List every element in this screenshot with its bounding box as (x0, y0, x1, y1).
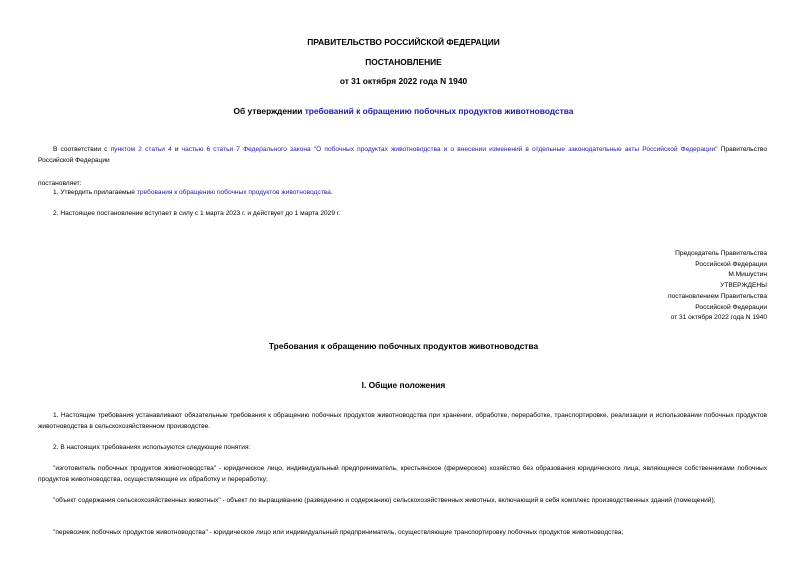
government-heading: ПРАВИТЕЛЬСТВО РОССИЙСКОЙ ФЕДЕРАЦИИ (307, 37, 500, 47)
preamble-text-3: Правительство Российской Федерации (38, 146, 767, 164)
preamble-link-article-4[interactable]: пунктом 2 статьи 4 (110, 146, 172, 153)
preamble-link-article-7[interactable]: частью 6 статьи 7 Федерального закона "О побочных продуктах животноводства и о внесении изменений в отдельные законодательные акты Российской Федерации" (181, 146, 718, 153)
section-1-title: I. Общие положения (361, 380, 446, 390)
section-1-paragraph-2: 2. В настоящих требованиях используются следующие понятия: (53, 444, 251, 451)
item-1-link[interactable]: требования к обращению побочных продуктов животноводства (136, 189, 331, 196)
item-1-prefix: 1. Утвердить прилагаемые (53, 189, 137, 196)
approval-line-1: УТВЕРЖДЕНЫ (720, 282, 767, 290)
requirements-title: Требования к обращению побочных продуктов животноводства (268, 341, 539, 351)
section-1-paragraph-1: 1. Настоящие требования устанавливают обязательные требования к обращению побочных продуктов животноводства при хранении, обработке, переработке, транспортировке, реализации и использовании побочных продуктов животноводства в сельскохозяйственном производстве. (38, 412, 767, 430)
signature-line-3: М.Мишустин (728, 271, 767, 279)
signature-line-2: Российской Федерации (695, 260, 767, 268)
title-prefix: Об утверждении (233, 106, 305, 116)
document-title (0, 106, 807, 116)
title-link[interactable]: требований к обращению побочных продуктов животноводства (304, 106, 574, 116)
item-1 (38, 187, 767, 198)
preamble-text-2: и (171, 146, 182, 153)
item-2: 2. Настоящее постановление вступает в силу с 1 марта 2023 г. и действует до 1 марта 2029 г. (53, 210, 341, 217)
approval-line-2: постановлением Правительства (667, 292, 767, 300)
definition-carrier: "перевозчик побочных продуктов животноводства" - юридическое лицо или индивидуальный предприниматель, осуществляющие транспортировку побочных продуктов животноводства; (53, 529, 624, 536)
preamble-paragraph (38, 144, 767, 166)
item-1-suffix: . (330, 189, 333, 196)
date-number-heading: от 31 октября 2022 года N 1940 (339, 76, 468, 86)
doc-type-heading: ПОСТАНОВЛЕНИЕ (365, 57, 442, 67)
definition-manufacturer: "изготовитель побочных продуктов животноводства" - юридическое лицо, индивидуальный предприниматель, крестьянское (фермерское) хозяйство без образования юридического лица, являющиеся собственниками побочных продуктов животноводства, осуществляющие их обработку и переработку; (38, 465, 767, 483)
approval-line-3: Российской Федерации (695, 303, 767, 311)
preamble-text-1: В соответствии с (53, 146, 111, 153)
signature-line-1: Председатель Правительства (675, 250, 767, 257)
definition-livestock-facility: "объект содержания сельскохозяйственных животных" - объект по выращиванию (разведению и содержанию) сельскохозяйственных животных, включающий в себя комплекс производственных зданий (помещений); (53, 497, 716, 504)
resolves-text: постановляет: (38, 180, 82, 187)
signature-block (668, 249, 767, 324)
approval-line-4: от 31 октября 2022 года N 1940 (670, 314, 767, 322)
